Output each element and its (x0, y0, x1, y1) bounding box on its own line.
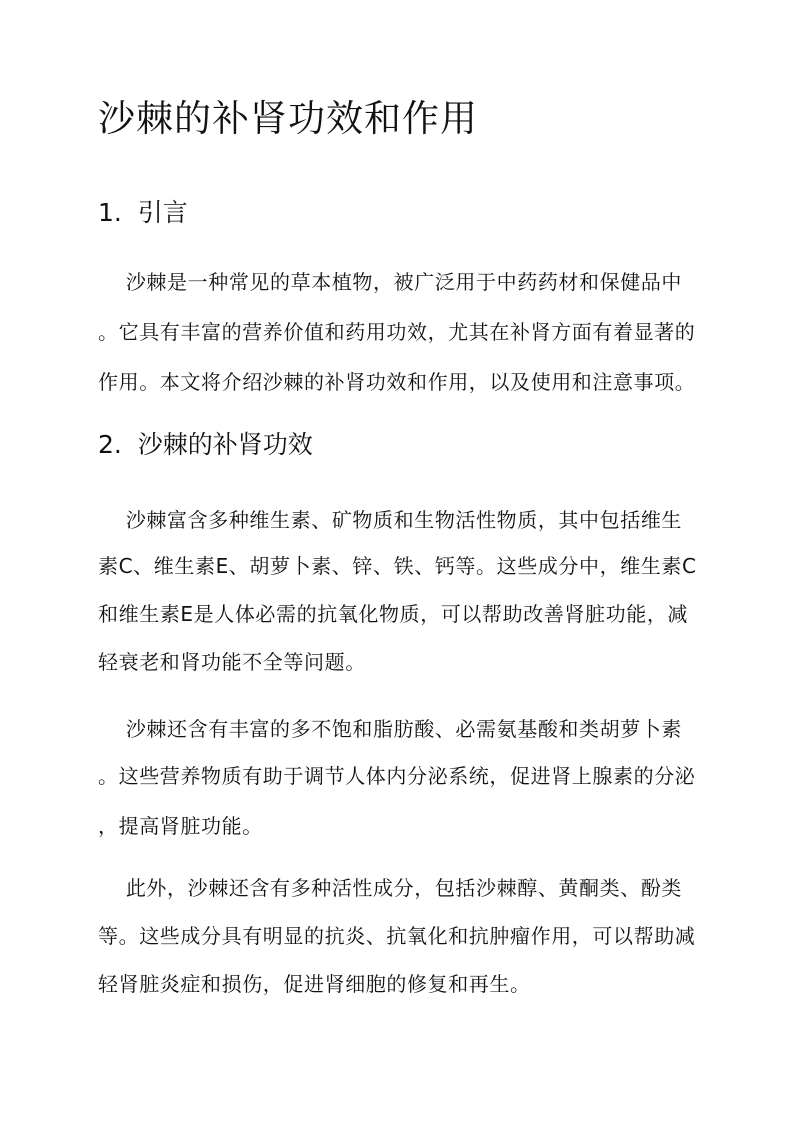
paragraph-line: ，提高肾脏功能。 (98, 814, 263, 838)
paragraph-line: 素C、维生素E、胡萝卜素、锌、铁、钙等。这些成分中，维生素C (98, 554, 697, 578)
paragraph-line: 沙棘还含有丰富的多不饱和脂肪酸、必需氨基酸和类胡萝卜素 (98, 717, 683, 741)
paragraph-line: 和维生素E是人体必需的抗氧化物质，可以帮助改善肾脏功能，减 (98, 602, 689, 626)
paragraph-line: 作用。本文将介绍沙棘的补肾功效和作用，以及使用和注意事项。 (98, 370, 696, 394)
paragraph-line: 沙棘是一种常见的草本植物，被广泛用于中药药材和保健品中 (98, 270, 683, 294)
section-heading-kidney-benefits: 2. 沙棘的补肾功效 (98, 430, 313, 459)
paragraph-line: 沙棘富含多种维生素、矿物质和生物活性物质，其中包括维生 (98, 508, 683, 532)
paragraph-line: 等。这些成分具有明显的抗炎、抗氧化和抗肿瘤作用，可以帮助减 (98, 924, 696, 948)
section-heading-introduction: 1. 引言 (98, 198, 188, 227)
document-title: 沙棘的补肾功效和作用 (98, 97, 478, 140)
paragraph-line: 轻衰老和肾功能不全等问题。 (98, 650, 366, 674)
paragraph-line: 轻肾脏炎症和损伤，促进肾细胞的修复和再生。 (98, 972, 531, 996)
paragraph-line: 此外，沙棘还含有多种活性成分，包括沙棘醇、黄酮类、酚类 (98, 876, 683, 900)
paragraph-line: 。这些营养物质有助于调节人体内分泌系统，促进肾上腺素的分泌 (98, 764, 696, 788)
paragraph-line: 。它具有丰富的营养价值和药用功效，尤其在补肾方面有着显著的 (98, 320, 696, 344)
